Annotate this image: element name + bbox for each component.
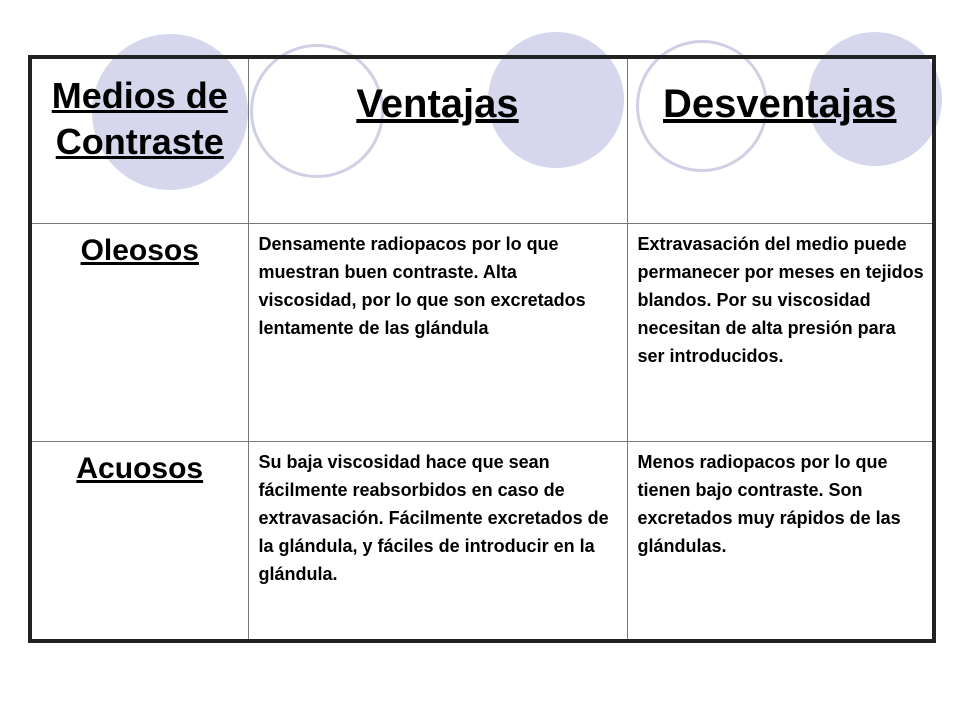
- header-medios-de-contraste: Medios de Contraste: [51, 75, 228, 163]
- header-desventajas: Desventajas: [663, 82, 897, 126]
- row-label-acuosos: Acuosos: [76, 451, 204, 485]
- ventajas-cell: [248, 223, 627, 441]
- oleosos-ventajas-text: Densamente radiopacos por lo que muestran buen contraste. Alta viscosidad, por lo que son excretados lentamente de las glándula: [258, 233, 586, 338]
- table-header-row: [30, 57, 934, 223]
- ventajas-cell: [248, 441, 627, 641]
- acuosos-ventajas-text: Su baja viscosidad hace que sean fácilmente reabsorbidos en caso de extravasación. Fácilmente excretados de la glándula, y fáciles de introducir en la glándula.: [258, 451, 609, 584]
- desventajas-cell: [627, 223, 934, 441]
- header-cell-ventajas: [248, 57, 627, 223]
- oleosos-desventajas-text: Extravasación del medio puede permanecer por meses en tejidos blandos. Por su viscosidad necesitan de alta presión para ser introducidos.: [637, 233, 924, 366]
- header-cell-desventajas: [627, 57, 934, 223]
- row-label-cell: [30, 441, 248, 641]
- header-ventajas: Ventajas: [356, 82, 519, 126]
- table-row: [30, 223, 934, 441]
- row-label-cell: [30, 223, 248, 441]
- acuosos-desventajas-text: Menos radiopacos por lo que tienen bajo contraste. Son excretados muy rápidos de las glándulas.: [637, 451, 901, 556]
- desventajas-cell: [627, 441, 934, 641]
- comparison-table: [28, 55, 936, 643]
- row-label-oleosos: Oleosos: [80, 233, 199, 267]
- table-row: [30, 441, 934, 641]
- header-cell-medios: [30, 57, 248, 223]
